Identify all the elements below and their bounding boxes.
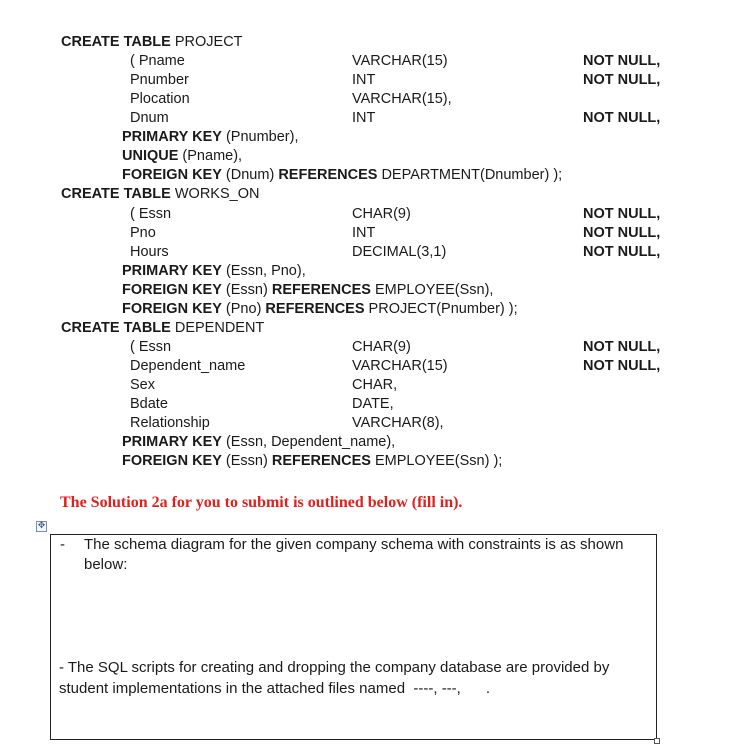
column-type: CHAR, — [352, 377, 398, 393]
bullet-dash: - — [60, 536, 65, 553]
column-constraint: NOT NULL, — [583, 358, 661, 374]
table-move-handle-icon[interactable]: ✥ — [37, 521, 46, 531]
clause-text: (Pnumber), — [221, 129, 299, 145]
clause-text: (Pname), — [178, 148, 243, 164]
clause-text: (Pno) — [221, 301, 266, 317]
clause-text: EMPLOYEE(Ssn), — [370, 282, 494, 298]
primary-key-clause — [122, 128, 298, 147]
column-constraint: NOT NULL, — [583, 339, 661, 355]
column-type: VARCHAR(15), — [352, 91, 452, 107]
create-table-project — [61, 33, 243, 52]
column-type: INT — [352, 225, 376, 241]
foreign-key-clause — [122, 452, 502, 471]
clause-text: (Essn, Dependent_name), — [221, 434, 396, 450]
solution-heading: The Solution 2a for you to submit is outlined below (fill in). — [60, 494, 463, 511]
column-row — [0, 205, 751, 224]
column-name: Pno — [130, 225, 156, 241]
column-constraint: NOT NULL, — [583, 53, 661, 69]
clause-text: (Essn) — [221, 282, 272, 298]
column-row — [0, 109, 751, 128]
foreign-key-clause — [122, 281, 493, 300]
column-type: INT — [352, 72, 376, 88]
column-type: CHAR(9) — [352, 339, 411, 355]
sql-keyword: PRIMARY KEY — [122, 434, 222, 450]
column-name: Pnumber — [130, 72, 189, 88]
column-type: VARCHAR(8), — [352, 415, 444, 431]
column-name: ( Pname — [130, 53, 185, 69]
table-resize-handle-icon[interactable] — [654, 738, 660, 744]
column-row — [0, 90, 751, 109]
column-name: Sex — [130, 377, 155, 393]
sql-keyword: REFERENCES — [265, 301, 365, 317]
column-row — [0, 71, 751, 90]
column-row — [0, 357, 751, 376]
column-type: VARCHAR(15) — [352, 53, 448, 69]
table-name: PROJECT — [174, 34, 243, 50]
column-name: ( Essn — [130, 206, 172, 222]
column-constraint: NOT NULL, — [583, 206, 661, 222]
clause-text: DEPARTMENT(Dnumber) ); — [377, 167, 563, 183]
clause-text: (Essn, Pno), — [221, 263, 306, 279]
create-table-dependent — [61, 319, 264, 338]
column-name: Hours — [130, 244, 169, 260]
column-name: ( Essn — [130, 339, 172, 355]
column-type: CHAR(9) — [352, 206, 411, 222]
foreign-key-clause — [122, 300, 518, 319]
primary-key-clause — [122, 433, 395, 452]
sql-keyword: PRIMARY KEY — [122, 263, 222, 279]
sql-keyword: CREATE TABLE — [61, 34, 171, 50]
column-row — [0, 376, 751, 395]
sql-keyword: REFERENCES — [271, 453, 371, 469]
answer-text-box[interactable] — [50, 534, 657, 740]
column-row — [0, 224, 751, 243]
sql-keyword: CREATE TABLE — [61, 186, 171, 202]
sql-keyword: CREATE TABLE — [61, 320, 171, 336]
column-name: Plocation — [130, 91, 190, 107]
sql-keyword: REFERENCES — [278, 167, 378, 183]
table-name: DEPENDENT — [174, 320, 265, 336]
column-row — [0, 414, 751, 433]
table-name: WORKS_ON — [174, 186, 260, 202]
column-constraint: NOT NULL, — [583, 72, 661, 88]
sql-keyword: FOREIGN KEY — [122, 301, 222, 317]
sql-keyword: FOREIGN KEY — [122, 167, 222, 183]
clause-text: EMPLOYEE(Ssn) ); — [370, 453, 503, 469]
column-type: DATE, — [352, 396, 394, 412]
clause-text: (Essn) — [221, 453, 272, 469]
sql-keyword: FOREIGN KEY — [122, 282, 222, 298]
column-type: VARCHAR(15) — [352, 358, 448, 374]
column-type: INT — [352, 110, 376, 126]
sql-keyword: REFERENCES — [271, 282, 371, 298]
column-row — [0, 338, 751, 357]
column-row — [0, 395, 751, 414]
sql-scripts-paragraph: - The SQL scripts for creating and dropping the company database are provided by student implementations in the attached files named ----, ---, . — [59, 659, 610, 697]
create-table-works-on — [61, 185, 259, 204]
column-row — [0, 243, 751, 262]
column-name: Relationship — [130, 415, 210, 431]
column-constraint: NOT NULL, — [583, 244, 661, 260]
bullet-text: The schema diagram for the given company schema with constraints is as shown below: — [84, 536, 624, 573]
sql-keyword: PRIMARY KEY — [122, 129, 222, 145]
clause-text: (Dnum) — [221, 167, 279, 183]
column-name: Dnum — [130, 110, 169, 126]
unique-clause — [122, 147, 242, 166]
sql-keyword: FOREIGN KEY — [122, 453, 222, 469]
column-name: Dependent_name — [130, 358, 246, 374]
clause-text: PROJECT(Pnumber) ); — [364, 301, 518, 317]
primary-key-clause — [122, 262, 306, 281]
sql-keyword: UNIQUE — [122, 148, 179, 164]
column-constraint: NOT NULL, — [583, 225, 661, 241]
column-name: Bdate — [130, 396, 168, 412]
column-constraint: NOT NULL, — [583, 110, 661, 126]
foreign-key-clause — [122, 166, 562, 185]
column-type: DECIMAL(3,1) — [352, 244, 447, 260]
column-row — [0, 52, 751, 71]
